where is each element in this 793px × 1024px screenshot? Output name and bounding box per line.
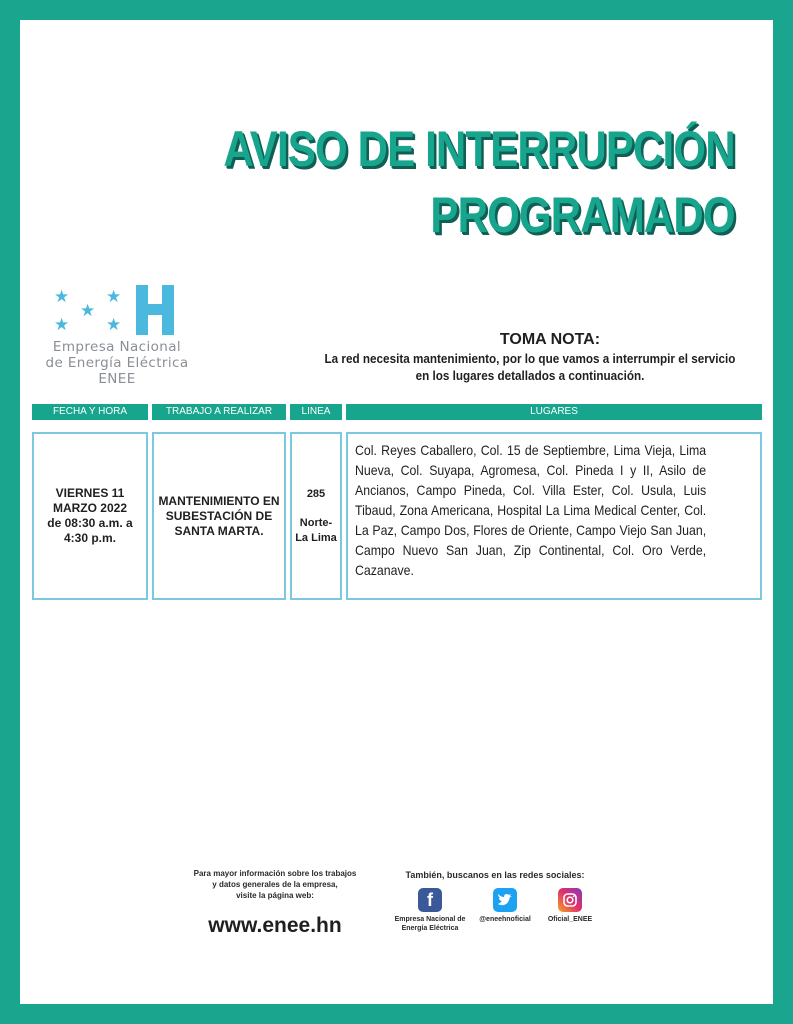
title-line-1: AVISO DE INTERRUPCIÓN (223, 121, 735, 177)
linea-number: 285 (306, 487, 326, 500)
header-lugares: LUGARES (346, 404, 762, 420)
title-line-2: PROGRAMADO (430, 187, 735, 243)
twitter-icon (493, 888, 517, 912)
toma-nota (290, 330, 770, 384)
linea-name: Norte- La Lima (295, 516, 337, 544)
notice-sheet (20, 20, 773, 1004)
stars-icon: ★ ★ ★ ★ ★ (54, 287, 122, 335)
cell-linea (290, 432, 342, 600)
h-logo-icon (132, 285, 180, 335)
note-body: La red necesita mantenimiento, por lo que vamos a interrumpir el servicio en los lugares detallados a continuación. (324, 351, 736, 383)
header-fecha: FECHA Y HORA (32, 404, 148, 420)
social-section (390, 870, 600, 932)
instagram-icon (558, 888, 582, 912)
website-link[interactable]: www.enee.hn (208, 914, 342, 937)
social-title: También, buscanos en las redes sociales: (405, 870, 585, 880)
header-trabajo: TRABAJO A REALIZAR (152, 404, 286, 420)
facebook-icon: f (418, 888, 442, 912)
cell-trabajo: MANTENIMIENTO EN SUBESTACIÓN DE SANTA MARTA. (152, 432, 286, 600)
cell-lugares: Col. Reyes Caballero, Col. 15 de Septiembre, Lima Vieja, Lima Nueva, Col. Suyapa, Agromesa, Col. Pineda I y II, Asilo de Ancianos, Campo Pineda, Col. Villa Ester, Col. Usula, Luis Tibaud, Zona Americana, Hospital La Lima Medical Center, Col. La Paz, Campo Dos, Flores de Oriente, Campo Viejo San Juan, Campo Nuevo San Juan, Zip Continental, Col. Oro Verde, Cazanave. (346, 432, 762, 600)
note-title: TOMA NOTA: (499, 331, 601, 348)
footer-info: Para mayor información sobre los trabajos y datos generales de la empresa, visite la página web: www.enee.hn (190, 868, 360, 939)
logo-text: Empresa Nacional de Energía Eléctrica ENEE (45, 339, 189, 387)
facebook-link[interactable]: f Empresa Nacional de Energía Eléctrica (394, 889, 466, 932)
page-title (224, 116, 735, 248)
twitter-link[interactable]: @eneehnoficial (472, 888, 538, 924)
header-linea: LINEA (290, 404, 342, 420)
cell-fecha: VIERNES 11 MARZO 2022 de 08:30 a.m. a 4:30 p.m. (32, 432, 148, 600)
instagram-link[interactable]: Oficial_ENEE (540, 888, 600, 924)
